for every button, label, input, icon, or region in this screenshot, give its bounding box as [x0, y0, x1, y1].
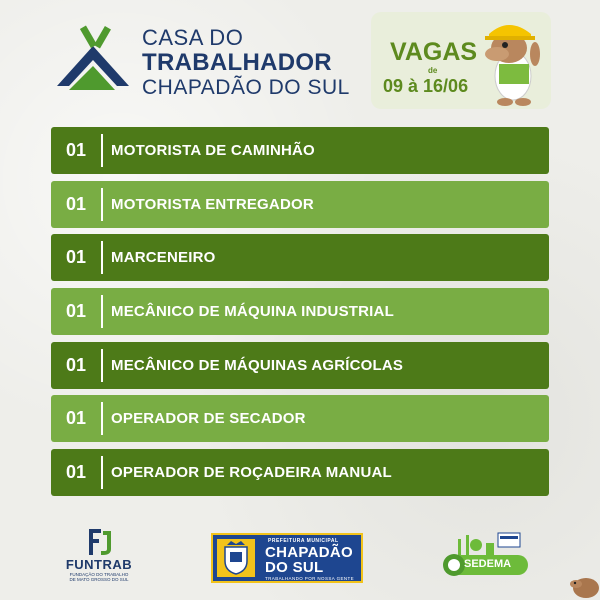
funtrab-logo: [60, 527, 138, 589]
job-title: OPERADOR DE ROÇADEIRA MANUAL: [111, 464, 392, 482]
vagas-card: [371, 12, 551, 109]
job-row: [51, 342, 549, 389]
prefeitura-small-label: PREFEITURA MUNICIPAL: [268, 538, 339, 544]
job-quantity: 01: [65, 408, 87, 429]
prefeitura-tagline: TRABALHANDO POR NOSSA GENTE: [265, 576, 355, 581]
job-list: [51, 127, 549, 503]
divider: [101, 349, 103, 382]
job-title: MECÂNICO DE MÁQUINA INDUSTRIAL: [111, 303, 394, 321]
job-title: MECÂNICO DE MÁQUINAS AGRÍCOLAS: [111, 356, 404, 374]
vagas-de: de: [428, 66, 438, 75]
divider: [101, 134, 103, 167]
job-quantity: 01: [65, 140, 87, 160]
job-row: [51, 395, 549, 442]
job-quantity: 01: [65, 462, 87, 483]
job-quantity: 01: [65, 193, 87, 214]
divider: [101, 402, 103, 435]
job-title: OPERADOR DE SECADOR: [111, 410, 306, 428]
job-quantity: 01: [65, 247, 87, 268]
job-row: [51, 449, 549, 496]
sedema-logo: [440, 531, 532, 585]
municipal-crest-icon: [217, 539, 255, 577]
job-row: [51, 288, 549, 335]
header: [0, 0, 600, 115]
casa-do-trabalhador-logo-icon: [55, 24, 137, 94]
prefeitura-logo: [211, 533, 363, 583]
job-row: [51, 181, 549, 228]
funtrab-mark-icon: [79, 527, 119, 557]
job-title: MOTORISTA ENTREGADOR: [111, 195, 314, 213]
title-line-3: CHAPADÃO DO SUL: [142, 76, 350, 99]
page-title: [142, 26, 350, 100]
prefeitura-name-line-1: CHAPADÃO: [265, 544, 353, 561]
sedema-label: SEDEMA: [464, 558, 512, 570]
job-quantity: 01: [65, 301, 87, 322]
funtrab-subtitle-2: DE MATO GROSSO DO SUL: [69, 577, 129, 582]
divider: [101, 241, 103, 274]
job-title: MARCENEIRO: [111, 249, 216, 267]
title-line-2: TRABALHADOR: [142, 49, 332, 76]
job-row: [51, 127, 549, 174]
title-line-1: CASA DO: [142, 25, 244, 50]
armadillo-icon: [568, 568, 600, 600]
funtrab-name: FUNTRAB: [65, 557, 133, 572]
divider: [101, 456, 103, 489]
funtrab-subtitle-1: FUNDAÇÃO DO TRABALHO: [69, 572, 129, 577]
prefeitura-name-line-2: DO SUL: [265, 559, 324, 576]
divider: [101, 295, 103, 328]
job-quantity: 01: [65, 354, 87, 375]
job-row: [51, 234, 549, 281]
job-title: MOTORISTA DE CAMINHÃO: [111, 142, 315, 159]
divider: [101, 188, 103, 221]
armadillo-mascot-icon: [469, 14, 549, 108]
vagas-dates: 09 à 16/06: [383, 76, 469, 96]
vagas-title: VAGAS: [390, 38, 478, 66]
